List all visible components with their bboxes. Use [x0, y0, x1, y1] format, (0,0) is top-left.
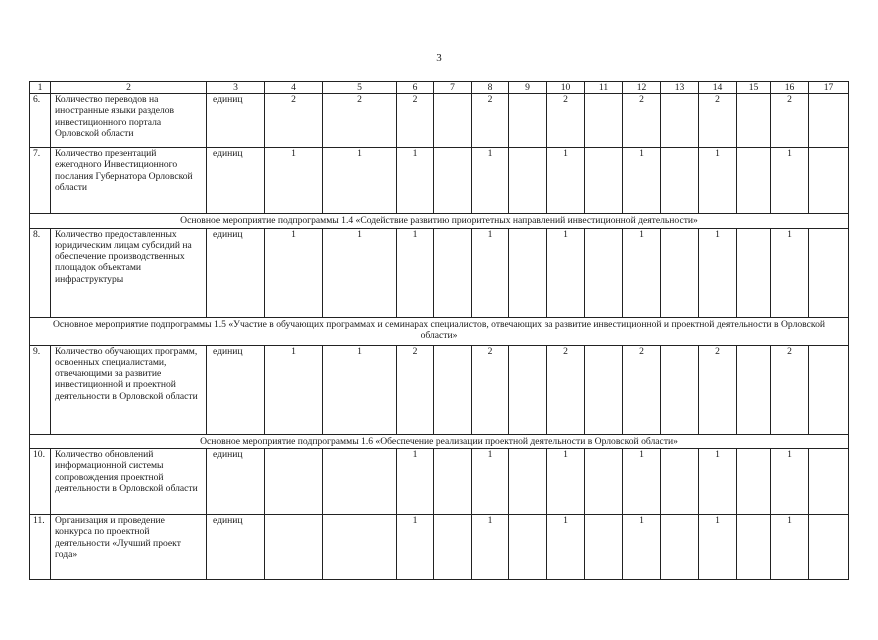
indicators-table [29, 81, 849, 580]
value-cell: 1 [699, 148, 737, 214]
value-cell: 2 [623, 94, 661, 148]
value-cell: 1 [547, 449, 585, 515]
indicator-name: Количество презентаций ежегодного Инвестиционного послания Губернатора Орловской области [51, 148, 207, 214]
value-cell [585, 345, 623, 434]
row-number: 8. [30, 228, 51, 317]
value-cell: 1 [547, 515, 585, 580]
value-cell [737, 228, 771, 317]
value-cell: 1 [699, 515, 737, 580]
column-number: 5 [323, 82, 397, 94]
value-cell: 2 [265, 94, 323, 148]
unit-cell: единиц [207, 148, 265, 214]
value-cell [323, 449, 397, 515]
unit-cell: единиц [207, 228, 265, 317]
page-number: 3 [436, 52, 442, 64]
value-cell: 1 [623, 515, 661, 580]
value-cell [434, 449, 472, 515]
column-number: 16 [771, 82, 809, 94]
value-cell [265, 515, 323, 580]
value-cell [661, 449, 699, 515]
column-number: 15 [737, 82, 771, 94]
value-cell [661, 94, 699, 148]
value-cell: 2 [472, 345, 509, 434]
row-number: 9. [30, 345, 51, 434]
value-cell [434, 228, 472, 317]
value-cell: 2 [397, 345, 434, 434]
value-cell: 1 [397, 449, 434, 515]
column-number: 11 [585, 82, 623, 94]
value-cell: 1 [323, 148, 397, 214]
value-cell [585, 94, 623, 148]
value-cell [585, 148, 623, 214]
column-number: 12 [623, 82, 661, 94]
unit-cell: единиц [207, 345, 265, 434]
value-cell: 2 [771, 345, 809, 434]
value-cell: 2 [323, 94, 397, 148]
value-cell: 2 [699, 94, 737, 148]
table-row [30, 94, 849, 148]
value-cell: 1 [397, 515, 434, 580]
value-cell: 2 [699, 345, 737, 434]
value-cell: 2 [472, 94, 509, 148]
value-cell [737, 94, 771, 148]
value-cell: 1 [771, 228, 809, 317]
value-cell: 2 [547, 345, 585, 434]
value-cell [434, 515, 472, 580]
indicator-name: Количество обучающих программ, освоенных специалистами, отвечающими за развитие инвестиционной и проектной деятельности в Орловской области [51, 345, 207, 434]
section-row [30, 317, 849, 345]
value-cell: 1 [265, 228, 323, 317]
value-cell [434, 94, 472, 148]
value-cell [509, 228, 547, 317]
column-number: 6 [397, 82, 434, 94]
value-cell [809, 345, 849, 434]
value-cell: 2 [397, 94, 434, 148]
unit-cell: единиц [207, 94, 265, 148]
value-cell [737, 515, 771, 580]
value-cell: 1 [771, 515, 809, 580]
value-cell [509, 515, 547, 580]
value-cell: 1 [397, 228, 434, 317]
value-cell [661, 345, 699, 434]
value-cell [809, 148, 849, 214]
column-number: 4 [265, 82, 323, 94]
value-cell [509, 345, 547, 434]
section-title: Основное мероприятие подпрограммы 1.6 «Обеспечение реализации проектной деятельности в Орловской области» [30, 434, 849, 449]
column-number: 13 [661, 82, 699, 94]
value-cell: 1 [547, 148, 585, 214]
value-cell [265, 449, 323, 515]
value-cell: 1 [771, 449, 809, 515]
value-cell: 1 [547, 228, 585, 317]
value-cell [323, 515, 397, 580]
column-number: 2 [51, 82, 207, 94]
section-title: Основное мероприятие подпрограммы 1.4 «Содействие развитию приоритетных направлений инвестиционной деятельности» [30, 214, 849, 229]
value-cell: 1 [623, 449, 661, 515]
value-cell [434, 345, 472, 434]
value-cell: 1 [699, 449, 737, 515]
table-row [30, 449, 849, 515]
section-title: Основное мероприятие подпрограммы 1.5 «Участие в обучающих программах и семинарах специалистов, отвечающих за развитие инвестиционной и проектной деятельности в Орловской области» [30, 317, 849, 345]
column-number: 14 [699, 82, 737, 94]
value-cell [585, 515, 623, 580]
value-cell: 1 [472, 228, 509, 317]
value-cell [809, 228, 849, 317]
value-cell [737, 449, 771, 515]
value-cell [509, 148, 547, 214]
value-cell: 1 [397, 148, 434, 214]
value-cell: 2 [547, 94, 585, 148]
value-cell: 1 [323, 345, 397, 434]
value-cell [737, 148, 771, 214]
row-number: 11. [30, 515, 51, 580]
column-number: 8 [472, 82, 509, 94]
table-row [30, 228, 849, 317]
value-cell: 1 [623, 148, 661, 214]
table-row [30, 515, 849, 580]
value-cell: 1 [771, 148, 809, 214]
value-cell: 1 [623, 228, 661, 317]
row-number: 10. [30, 449, 51, 515]
value-cell: 2 [771, 94, 809, 148]
value-cell: 1 [472, 515, 509, 580]
value-cell: 1 [472, 449, 509, 515]
unit-cell: единиц [207, 449, 265, 515]
column-numbers-row [30, 82, 849, 94]
column-number: 7 [434, 82, 472, 94]
value-cell [661, 228, 699, 317]
column-number: 3 [207, 82, 265, 94]
value-cell [737, 345, 771, 434]
value-cell [809, 515, 849, 580]
value-cell: 1 [265, 148, 323, 214]
row-number: 6. [30, 94, 51, 148]
section-row [30, 214, 849, 229]
unit-cell: единиц [207, 515, 265, 580]
indicator-name: Количество обновлений информационной системы сопровождения проектной деятельности в Орловской области [51, 449, 207, 515]
value-cell [809, 94, 849, 148]
value-cell [509, 449, 547, 515]
indicator-name: Количество переводов на иностранные языки разделов инвестиционного портала Орловской области [51, 94, 207, 148]
value-cell [434, 148, 472, 214]
value-cell [585, 449, 623, 515]
row-number: 7. [30, 148, 51, 214]
value-cell: 1 [323, 228, 397, 317]
value-cell [661, 148, 699, 214]
value-cell: 1 [699, 228, 737, 317]
indicator-name: Количество предоставленных юридическим лицам субсидий на обеспечение производственных площадок объектами инфраструктуры [51, 228, 207, 317]
value-cell: 1 [472, 148, 509, 214]
value-cell: 1 [265, 345, 323, 434]
table-row [30, 148, 849, 214]
column-number: 1 [30, 82, 51, 94]
table-row [30, 345, 849, 434]
section-row [30, 434, 849, 449]
value-cell [585, 228, 623, 317]
value-cell: 2 [623, 345, 661, 434]
column-number: 9 [509, 82, 547, 94]
column-number: 17 [809, 82, 849, 94]
value-cell [509, 94, 547, 148]
value-cell [809, 449, 849, 515]
column-number: 10 [547, 82, 585, 94]
value-cell [661, 515, 699, 580]
indicator-name: Организация и проведение конкурса по проектной деятельности «Лучший проект года» [51, 515, 207, 580]
